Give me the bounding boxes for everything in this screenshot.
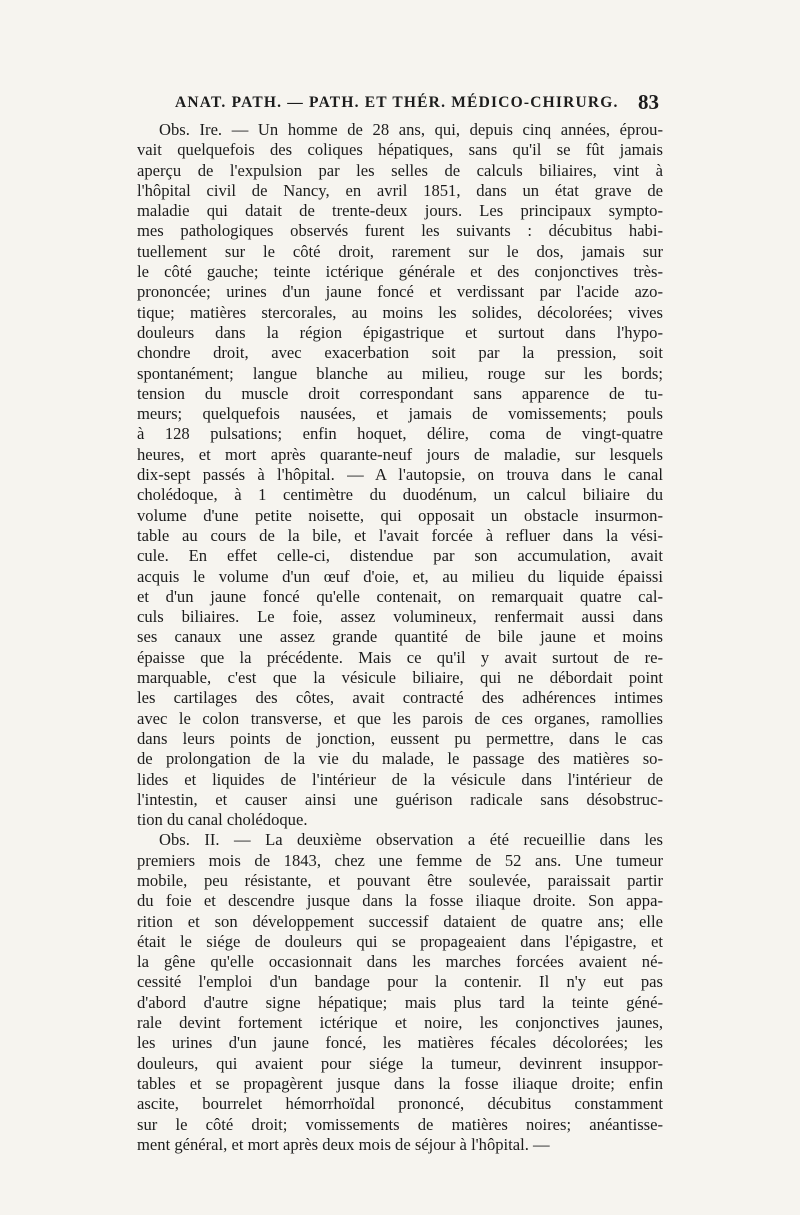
paragraph-obs-1 <box>137 120 663 830</box>
text-line: mobile, peu résistante, et pouvant être soulevée, paraissait partir <box>137 870 663 890</box>
running-head: ANAT. PATH. — PATH. ET THÉR. MÉDICO-CHIRURG. <box>175 94 619 111</box>
text-line: culs biliaires. Le foie, assez volumineux, renfermait aussi dans <box>137 607 663 627</box>
text-line: l'intestin, et causer ainsi une guérison radicale sans désobstruc- <box>137 789 663 809</box>
text-line: ment général, et mort après deux mois de séjour à l'hôpital. — <box>137 1134 550 1154</box>
page <box>137 90 663 1155</box>
text-line: du foie et descendre jusque dans la fosse iliaque droite. Son appa- <box>137 891 663 911</box>
text-line: table au cours de la bile, et l'avait forcée à refluer dans la vési- <box>137 525 663 545</box>
text-line: heures, et mort après quarante-neuf jours de maladie, sur lesquels <box>137 444 663 464</box>
paragraph-obs-2 <box>137 830 663 1155</box>
text-line: tables et se propagèrent jusque dans la fosse iliaque droite; enfin <box>137 1073 663 1093</box>
page-header <box>137 90 663 120</box>
text-line: douleurs, qui avaient pour siége la tumeur, devinrent insuppor- <box>137 1053 663 1073</box>
text-line: marquable, c'est que la vésicule biliaire, qui ne débordait point <box>137 668 663 688</box>
text-line: sur le côté droit; vomissements de matières noires; anéantisse- <box>137 1114 663 1134</box>
text-line: d'abord d'autre signe hépatique; mais plus tard la teinte géné- <box>137 992 663 1012</box>
text-line: ses canaux une assez grande quantité de bile jaune et moins <box>137 627 663 647</box>
text-line: Obs. Ire. — Un homme de 28 ans, qui, depuis cinq années, éprou- <box>159 120 663 139</box>
text-line: spontanément; langue blanche au milieu, rouge sur les bords; <box>137 363 663 383</box>
text-line: meurs; quelquefois nausées, et jamais de vomissements; pouls <box>137 404 663 424</box>
text-line: acquis le volume d'un œuf d'oie, et, au milieu du liquide épaissi <box>137 566 663 586</box>
page-number: 83 <box>638 90 659 114</box>
text-line: cholédoque, à 1 centimètre du duodénum, un calcul biliaire du <box>137 485 663 505</box>
text-line: prononcée; urines d'un jaune foncé et verdissant par l'acide azo- <box>137 282 663 302</box>
text-line: Obs. II. — La deuxième observation a été recueillie dans les <box>159 830 663 850</box>
text-line: cule. En effet celle-ci, distendue par son accumulation, avait <box>137 546 663 566</box>
text-line: l'hôpital civil de Nancy, en avril 1851, dans un état grave de <box>137 180 663 200</box>
text-line: tension du muscle droit correspondant sans apparence de tu- <box>137 383 663 403</box>
text-line: les urines d'un jaune foncé, les matières fécales décolorées; les <box>137 1033 663 1053</box>
text-line: rale devint fortement ictérique et noire, les conjonctives jaunes, <box>137 1013 663 1033</box>
text-line: maladie qui datait de trente-deux jours. Les principaux sympto- <box>137 201 663 221</box>
text-line: rition et son développement successif dataient de quatre ans; elle <box>137 911 663 931</box>
text-line: tuellement sur le côté droit, rarement sur le dos, jamais sur <box>137 241 663 261</box>
text-line: avec le colon transverse, et que les parois de ces organes, ramollies <box>137 708 663 728</box>
text-line: épaisse que la précédente. Mais ce qu'il y avait surtout de re- <box>137 647 663 667</box>
text-line: de prolongation de la vie du malade, le passage des matières so- <box>137 749 663 769</box>
text-line: dix-sept passés à l'hôpital. — A l'autopsie, on trouva dans le canal <box>137 465 663 485</box>
text-line: ascite, bourrelet hémorrhoïdal prononcé, décubitus constamment <box>137 1094 663 1114</box>
text-line: aperçu de l'expulsion par les selles de calculs biliaires, vint à <box>137 160 663 180</box>
text-line: à 128 pulsations; enfin hoquet, délire, coma de vingt-quatre <box>137 424 663 444</box>
text-line: la gêne qu'elle occasionnait dans les marches forcées avaient né- <box>137 952 663 972</box>
text-line: volume d'une petite noisette, qui opposait un obstacle insurmon- <box>137 505 663 525</box>
text-line: mes pathologiques observés furent les suivants : décubitus habi- <box>137 221 663 241</box>
text-line: tique; matières stercorales, au moins les solides, décolorées; vives <box>137 302 663 322</box>
text-line: douleurs dans la région épigastrique et surtout dans l'hypo- <box>137 322 663 342</box>
text-line: premiers mois de 1843, chez une femme de 52 ans. Une tumeur <box>137 850 663 870</box>
text-line: cessité l'emploi d'un bandage pour la contenir. Il n'y eut pas <box>137 972 663 992</box>
text-line: chondre droit, avec exacerbation soit par la pression, soit <box>137 343 663 363</box>
text-line: tion du canal cholédoque. <box>137 810 308 830</box>
text-line: était le siége de douleurs qui se propageaient dans l'épigastre, et <box>137 931 663 951</box>
text-line: vait quelquefois des coliques hépatiques, sans qu'il se fût jamais <box>137 140 663 160</box>
text-line: les cartilages des côtes, avait contracté des adhérences intimes <box>137 688 663 708</box>
text-line: et d'un jaune foncé qu'elle contenait, on remarquait quatre cal- <box>137 586 663 606</box>
text-line: lides et liquides de l'intérieur de la vésicule dans l'intérieur de <box>137 769 663 789</box>
text-line: le côté gauche; teinte ictérique générale et des conjonctives très- <box>137 262 663 282</box>
text-line: dans leurs points de jonction, eussent pu permettre, dans le cas <box>137 728 663 748</box>
